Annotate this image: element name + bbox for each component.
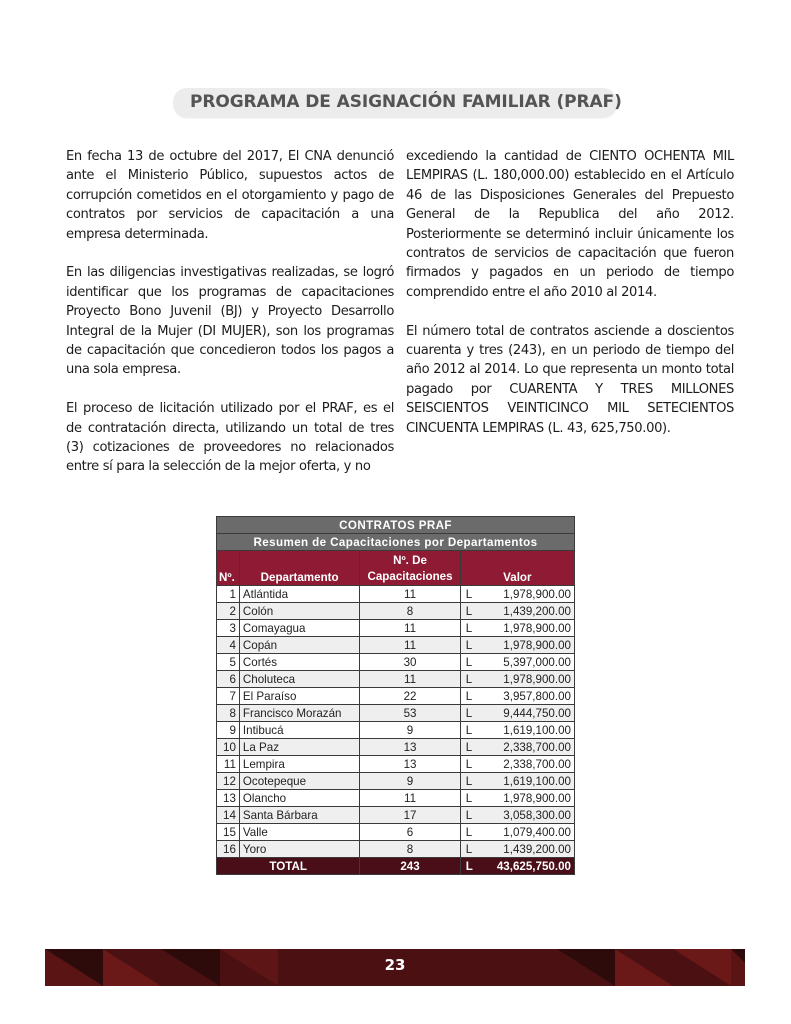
- row-value: [460, 705, 574, 722]
- header-num: Nº.: [217, 551, 240, 586]
- value-amount: 9,444,750.00: [503, 706, 571, 720]
- row-value: [460, 739, 574, 756]
- currency-symbol: L: [465, 774, 473, 788]
- paragraph: En las diligencias investigativas realizadas, se logró identificar que los programas de capacitaciones Proyecto Bono Juvenil (BJ) y Proyecto Desarrollo Integral de la Mujer (DI MUJER), son los programas de capacitación que concedieron todos los pagos a una sola empresa.: [66, 265, 394, 378]
- row-department: La Paz: [239, 739, 359, 756]
- left-text-column: [66, 147, 394, 477]
- value-amount: 1,619,100.00: [503, 774, 571, 788]
- currency-symbol: L: [465, 587, 473, 601]
- row-value: [460, 722, 574, 739]
- value-amount: 1,978,900.00: [503, 638, 571, 652]
- table-row: [217, 824, 575, 841]
- row-department: Intibucá: [239, 722, 359, 739]
- value-amount: 5,397,000.00: [503, 655, 571, 669]
- currency-symbol: L: [465, 655, 473, 669]
- row-count: 13: [360, 756, 460, 773]
- table-row: [217, 705, 575, 722]
- currency-symbol: L: [465, 706, 473, 720]
- header-count-line1: Nº. De: [393, 554, 427, 567]
- row-value: [460, 773, 574, 790]
- value-amount: 2,338,700.00: [503, 757, 571, 771]
- currency-symbol: L: [465, 638, 473, 652]
- row-value: [460, 807, 574, 824]
- currency-symbol: L: [465, 689, 473, 703]
- header-value: Valor: [460, 551, 574, 586]
- currency-symbol: L: [465, 740, 473, 754]
- row-count: 30: [360, 654, 460, 671]
- row-num: 1: [217, 586, 240, 603]
- currency-symbol: L: [465, 621, 473, 635]
- value-amount: 1,619,100.00: [503, 723, 571, 737]
- row-value: [460, 824, 574, 841]
- table-row: [217, 688, 575, 705]
- row-count: 11: [360, 790, 460, 807]
- currency-symbol: L: [465, 808, 473, 822]
- row-department: Copán: [239, 637, 359, 654]
- header-department: Departamento: [239, 551, 359, 586]
- row-value: [460, 688, 574, 705]
- value-amount: 1,079,400.00: [503, 825, 571, 839]
- table-row: [217, 654, 575, 671]
- value-amount: 1,978,900.00: [503, 791, 571, 805]
- value-amount: 43,625,750.00: [496, 859, 571, 873]
- row-department: Valle: [239, 824, 359, 841]
- row-department: Lempira: [239, 756, 359, 773]
- row-value: [460, 671, 574, 688]
- row-count: 11: [360, 620, 460, 637]
- row-value: [460, 586, 574, 603]
- row-count: 13: [360, 739, 460, 756]
- row-value: [460, 620, 574, 637]
- row-department: Ocotepeque: [239, 773, 359, 790]
- row-count: 8: [360, 841, 460, 858]
- value-amount: 1,439,200.00: [503, 604, 571, 618]
- currency-symbol: L: [465, 723, 473, 737]
- total-count: 243: [360, 858, 460, 875]
- currency-symbol: L: [465, 604, 473, 618]
- table-title-row: [217, 517, 575, 534]
- table-row: [217, 739, 575, 756]
- row-value: [460, 841, 574, 858]
- row-num: 14: [217, 807, 240, 824]
- row-num: 15: [217, 824, 240, 841]
- row-num: 3: [217, 620, 240, 637]
- section-title: PROGRAMA DE ASIGNACIÓN FAMILIAR (PRAF): [190, 92, 622, 112]
- value-amount: 1,978,900.00: [503, 621, 571, 635]
- page-number: 23: [384, 956, 406, 974]
- row-num: 2: [217, 603, 240, 620]
- row-num: 11: [217, 756, 240, 773]
- table-row: [217, 841, 575, 858]
- table-subtitle-row: [217, 534, 575, 551]
- row-num: 10: [217, 739, 240, 756]
- row-department: Comayagua: [239, 620, 359, 637]
- right-text-column: [406, 147, 734, 438]
- table-row: [217, 756, 575, 773]
- row-department: Atlántida: [239, 586, 359, 603]
- paragraph: En fecha 13 de octubre del 2017, El CNA denunció ante el Ministerio Público, supuestos actos de corrupción cometidos en el otorgamiento y pago de contratos por servicios de capacitación a una empresa determinada.: [66, 149, 394, 242]
- row-count: 11: [360, 586, 460, 603]
- table-row: [217, 586, 575, 603]
- row-department: El Paraíso: [239, 688, 359, 705]
- row-num: 13: [217, 790, 240, 807]
- value-amount: 2,338,700.00: [503, 740, 571, 754]
- row-num: 12: [217, 773, 240, 790]
- table-row: [217, 671, 575, 688]
- row-count: 53: [360, 705, 460, 722]
- row-num: 5: [217, 654, 240, 671]
- table-subtitle: Resumen de Capacitaciones por Departamentos: [217, 534, 575, 551]
- row-count: 11: [360, 637, 460, 654]
- currency-symbol: L: [465, 842, 473, 856]
- contracts-table: [216, 516, 575, 875]
- header-count: [360, 551, 460, 586]
- row-department: Olancho: [239, 790, 359, 807]
- row-value: [460, 603, 574, 620]
- table-title: CONTRATOS PRAF: [217, 517, 575, 534]
- currency-symbol: L: [465, 859, 473, 873]
- table-row: [217, 773, 575, 790]
- table-row: [217, 603, 575, 620]
- row-count: 11: [360, 671, 460, 688]
- table-header-row: [217, 551, 575, 586]
- value-amount: 3,058,300.00: [503, 808, 571, 822]
- table-row: [217, 637, 575, 654]
- table-row: [217, 620, 575, 637]
- currency-symbol: L: [465, 791, 473, 805]
- row-value: [460, 756, 574, 773]
- currency-symbol: L: [465, 672, 473, 686]
- table-row: [217, 807, 575, 824]
- row-department: Colón: [239, 603, 359, 620]
- value-amount: 1,978,900.00: [503, 672, 571, 686]
- row-num: 6: [217, 671, 240, 688]
- row-num: 8: [217, 705, 240, 722]
- paragraph: excediendo la cantidad de CIENTO OCHENTA MIL LEMPIRAS (L. 180,000.00) establecido en el Artículo 46 de las Disposiciones Generales del Prepuesto General de la Republica del año 2012. Posteriormente se determinó incluir únicamente los contratos de servicios de capacitación que fueron firmados y pagados en un periodo de tiempo comprendido entre el año 2010 al 2014.: [406, 149, 734, 300]
- row-department: Yoro: [239, 841, 359, 858]
- row-count: 22: [360, 688, 460, 705]
- row-value: [460, 654, 574, 671]
- row-department: Cortés: [239, 654, 359, 671]
- currency-symbol: L: [465, 825, 473, 839]
- row-count: 9: [360, 773, 460, 790]
- row-count: 8: [360, 603, 460, 620]
- total-value: [460, 858, 574, 875]
- total-label: TOTAL: [217, 858, 360, 875]
- table-row: [217, 790, 575, 807]
- row-department: Francisco Morazán: [239, 705, 359, 722]
- row-count: 17: [360, 807, 460, 824]
- row-num: 16: [217, 841, 240, 858]
- value-amount: 1,439,200.00: [503, 842, 571, 856]
- row-num: 9: [217, 722, 240, 739]
- row-num: 4: [217, 637, 240, 654]
- row-department: Choluteca: [239, 671, 359, 688]
- row-num: 7: [217, 688, 240, 705]
- value-amount: 3,957,800.00: [503, 689, 571, 703]
- currency-symbol: L: [465, 757, 473, 771]
- paragraph: El proceso de licitación utilizado por el PRAF, es el de contratación directa, utilizando un total de tres (3) cotizaciones de proveedores no relacionados entre sí para la selección de la mejor oferta, y no: [66, 401, 394, 475]
- header-count-line2: Capacitaciones: [367, 570, 453, 583]
- value-amount: 1,978,900.00: [503, 587, 571, 601]
- row-department: Santa Bárbara: [239, 807, 359, 824]
- table-total-row: [217, 858, 575, 875]
- table-row: [217, 722, 575, 739]
- row-value: [460, 790, 574, 807]
- paragraph: El número total de contratos asciende a doscientos cuarenta y tres (243), en un periodo de tiempo del año 2012 al 2014. Lo que representa un monto total pagado por CUARENTA Y TRES MILLONES SEISCIENTOS VEINTICINCO MIL SETECIENTOS CINCUENTA LEMPIRAS (L. 43, 625,750.00).: [406, 323, 734, 436]
- row-count: 6: [360, 824, 460, 841]
- row-count: 9: [360, 722, 460, 739]
- row-value: [460, 637, 574, 654]
